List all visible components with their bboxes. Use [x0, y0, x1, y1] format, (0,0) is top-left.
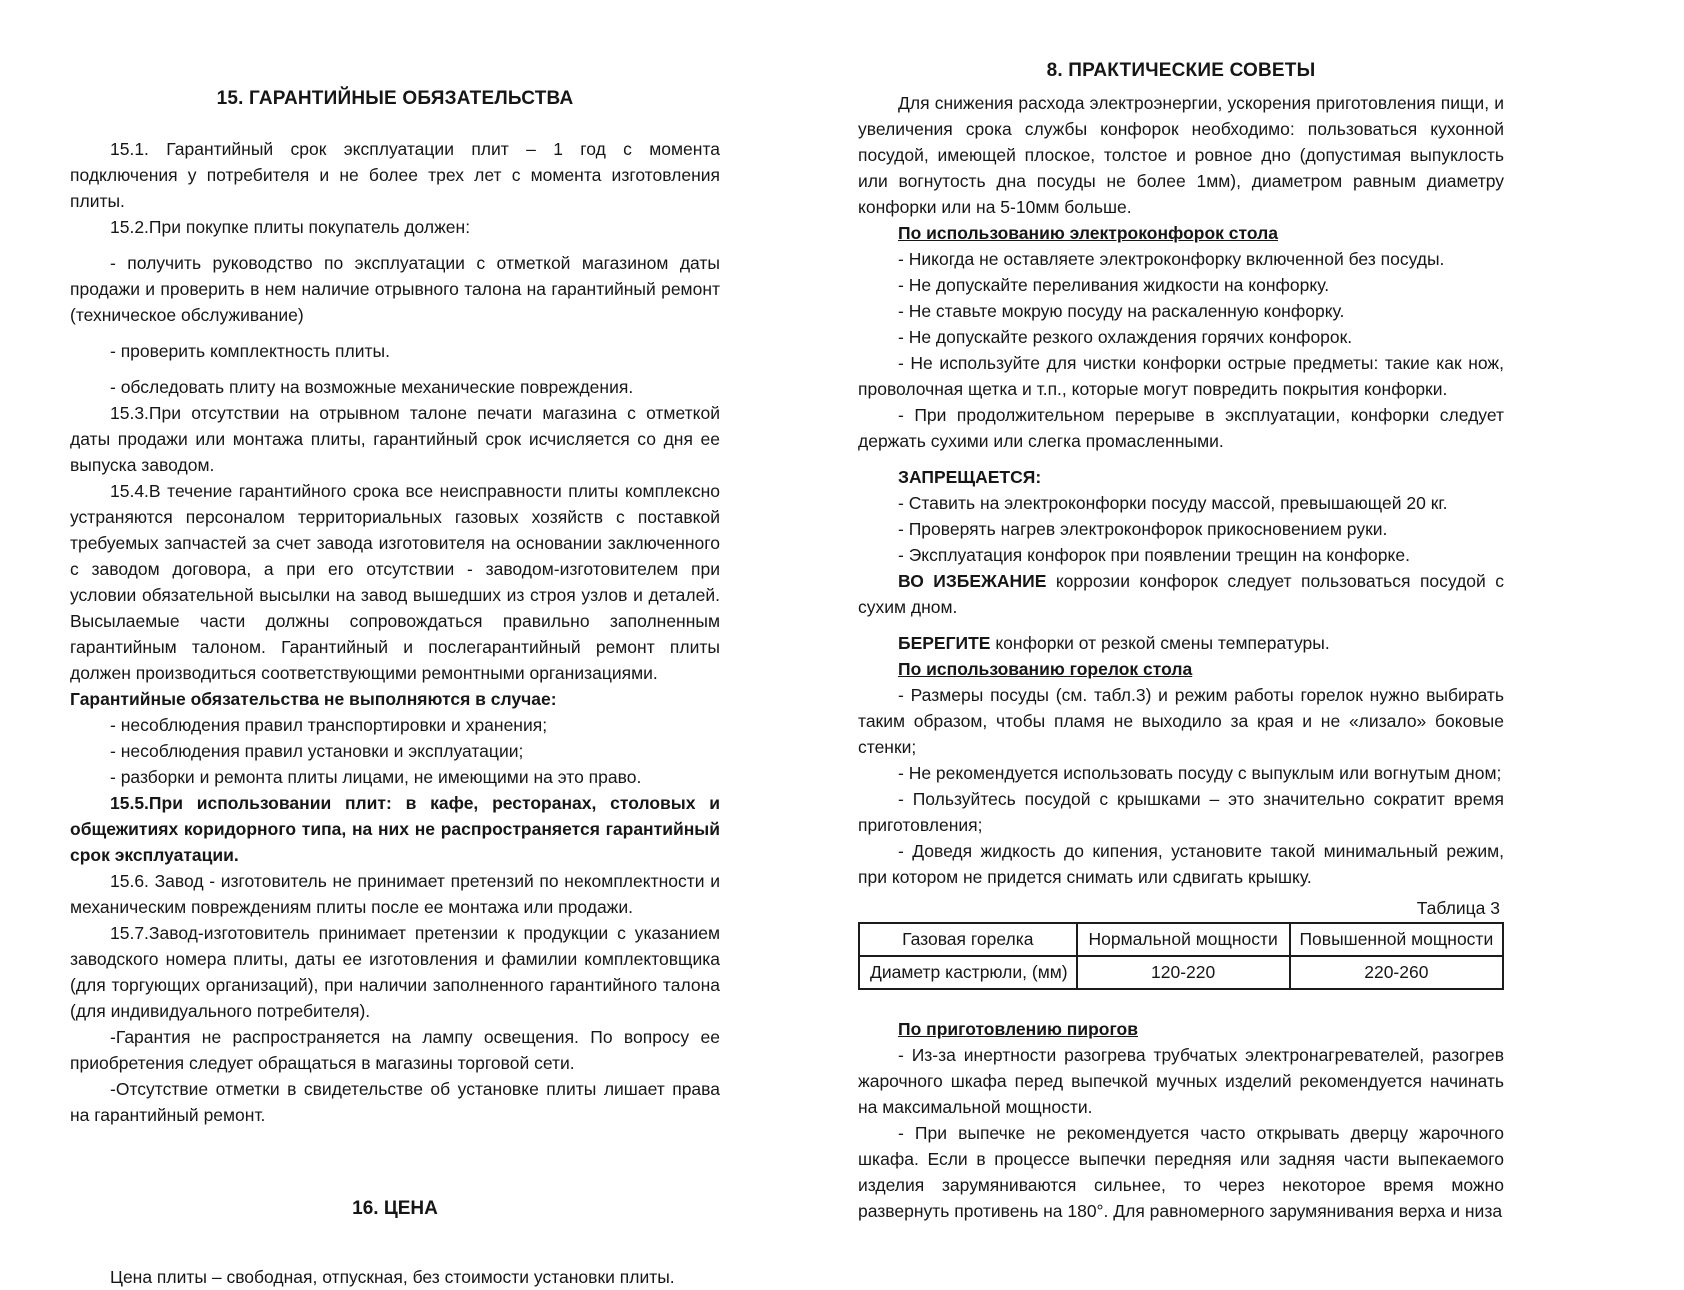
- burner-size-table: [858, 922, 1504, 990]
- paragraph: - Эксплуатация конфорок при появлении трещин на конфорке.: [898, 545, 1410, 565]
- paragraph: - Ставить на электроконфорки посуду массой, превышающей 20 кг.: [898, 493, 1448, 513]
- tips-paragraphs: [858, 90, 1504, 890]
- paragraph: По использованию горелок стола: [898, 659, 1193, 679]
- paragraph: - Не используйте для чистки конфорки острые предметы: такие как нож, проволочная щетка и т.п., которые могут повредить покрытия конфорки.: [858, 353, 1504, 399]
- cell-normal-power-value: 120-220: [1077, 956, 1290, 989]
- paragraph: - При продолжительном перерыве в эксплуатации, конфорки следует держать сухими или слегка промасленными.: [858, 405, 1504, 451]
- paragraph: - Проверять нагрев электроконфорок прикосновением руки.: [898, 519, 1388, 539]
- paragraph: -Отсутствие отметки в свидетельстве об установке плиты лишает права на гарантийный ремонт.: [70, 1079, 720, 1125]
- paragraph: - несоблюдения правил установки и эксплуатации;: [110, 741, 524, 761]
- table-caption: Таблица 3: [1416, 898, 1500, 918]
- paragraph: 15.1. Гарантийный срок эксплуатации плит – 1 год с момента подключения у потребителя и не более трех лет с момента изготовления плиты.: [70, 139, 720, 211]
- warranty-paragraphs: [70, 136, 720, 1128]
- paragraph: По использованию электроконфорок стола: [898, 223, 1278, 243]
- paragraph: - Доведя жидкость до кипения, установите такой минимальный режим, при котором не придется снимать или сдвигать крышку.: [858, 841, 1504, 887]
- paragraph: Для снижения расхода электроэнергии, ускорения приготовления пищи, и увеличения срока службы конфорок необходимо: пользоваться кухонной посудой, имеющей плоское, толстое и ровное дно (допустимая выпуклость или вогнутость дна посуды не более 1мм), диаметром равным диаметру конфорки или на 5-10мм больше.: [858, 93, 1504, 217]
- paragraph: - Никогда не оставляете электроконфорку включенной без посуды.: [898, 249, 1445, 269]
- section-title-price: 16. ЦЕНА: [352, 1198, 438, 1219]
- table-body: [859, 956, 1503, 989]
- paragraph: Гарантийные обязательства не выполняются в случае:: [70, 689, 557, 709]
- table-head: [859, 923, 1503, 956]
- paragraph: - При выпечке не рекомендуется часто открывать дверцу жарочного шкафа. Если в процессе выпечки передняя или задняя части выпекаемого изделия зарумяниваются сильнее, то через некоторое время можно развернуть противень на 180°. Для равномерного зарумянивания верха и низа: [858, 1123, 1504, 1221]
- paragraph: - Из-за инертности разогрева трубчатых электронагревателей, разогрев жарочного шкафа перед выпечкой мучных изделий рекомендуется начинать на максимальной мощности.: [858, 1045, 1504, 1117]
- paragraph: - Пользуйтесь посудой с крышками – это значительно сократит время приготовления;: [858, 789, 1504, 835]
- cell-high-power-value: 220-260: [1290, 956, 1503, 989]
- right-page: [858, 60, 1504, 1224]
- paragraph: 15.4.В течение гарантийного срока все неисправности плиты комплексно устраняются персоналом территориальных газовых хозяйств с поставкой требуемых запчастей за счет завода изготовителя на основании заключенного с заводом договора, а при его отсутствии - заводом-изготовителем при условии обязательной высылки на завод вышедших из строя узлов и деталей. Высылаемые части должны сопровождаться правильно заполненным гарантийным талоном. Гарантийный и послегарантийный ремонт плиты должен производиться соответствующими ремонтными организациями.: [70, 481, 720, 683]
- paragraph: - Не допускайте переливания жидкости на конфорку.: [898, 275, 1330, 295]
- table-row: [859, 956, 1503, 989]
- paragraph: - Не ставьте мокрую посуду на раскаленную конфорку.: [898, 301, 1345, 321]
- paragraph: - Не рекомендуется использовать посуду с выпуклым или вогнутым дном;: [898, 763, 1502, 783]
- paragraph: ВО ИЗБЕЖАНИЕ коррозии конфорок следует пользоваться посудой с сухим дном.: [858, 571, 1504, 617]
- paragraph: - Не допускайте резкого охлаждения горячих конфорок.: [898, 327, 1353, 347]
- paragraph: 15.2.При покупке плиты покупатель должен:: [110, 217, 471, 237]
- left-page: [70, 88, 720, 1290]
- paragraph: 15.5.При использовании плит: в кафе, ресторанах, столовых и общежитиях коридорного типа, на них не распространяется гарантийный срок эксплуатации.: [70, 793, 720, 865]
- paragraph: - получить руководство по эксплуатации с отметкой магазином даты продажи и проверить в нем наличие отрывного талона на гарантийный ремонт (техническое обслуживание): [70, 253, 720, 325]
- table-header-high-power: Повышенной мощности: [1290, 923, 1503, 956]
- paragraph: ЗАПРЕЩАЕТСЯ:: [898, 467, 1042, 487]
- paragraph: - обследовать плиту на возможные механические повреждения.: [110, 377, 634, 397]
- bold-lead: ВО ИЗБЕЖАНИЕ: [898, 571, 1056, 591]
- section-title-tips: 8. ПРАКТИЧЕСКИЕ СОВЕТЫ: [1046, 60, 1316, 81]
- paragraph: - проверить комплектность плиты.: [110, 341, 390, 361]
- section-title-warranty: 15. ГАРАНТИЙНЫЕ ОБЯЗАТЕЛЬСТВА: [216, 88, 574, 109]
- paragraph: - Размеры посуды (см. табл.3) и режим работы горелок нужно выбирать таким образом, чтобы пламя не выходило за края и не «лизало» боковые стенки;: [858, 685, 1504, 757]
- bold-lead: БЕРЕГИТЕ: [898, 633, 996, 653]
- paragraph: - несоблюдения правил транспортировки и хранения;: [110, 715, 548, 735]
- paragraph: - разборки и ремонта плиты лицами, не имеющими на это право.: [110, 767, 642, 787]
- paragraph: 15.6. Завод - изготовитель не принимает претензий по некомплектности и механическим повреждениям плиты после ее монтажа или продажи.: [70, 871, 720, 917]
- paragraph: БЕРЕГИТЕ конфорки от резкой смены температуры.: [898, 633, 1330, 653]
- paragraph: -Гарантия не распространяется на лампу освещения. По вопросу ее приобретения следует обращаться в магазины торговой сети.: [70, 1027, 720, 1073]
- baking-paragraphs: [858, 1016, 1504, 1224]
- cell-pan-diameter-label: Диаметр кастрюли, (мм): [859, 956, 1077, 989]
- paragraph: По приготовлению пирогов: [898, 1019, 1138, 1039]
- paragraph: 15.7.Завод-изготовитель принимает претензии к продукции с указанием заводского номера плиты, даты ее изготовления и фамилии комплектовщика (для торгующих организаций), при наличии заполненного гарантийного талона (для индивидуального потребителя).: [70, 923, 720, 1021]
- price-paragraph: Цена плиты – свободная, отпускная, без стоимости установки плиты.: [110, 1267, 675, 1287]
- table-header-normal-power: Нормальной мощности: [1077, 923, 1290, 956]
- paragraph: 15.3.При отсутствии на отрывном талоне печати магазина с отметкой даты продажи или монтажа плиты, гарантийный срок исчисляется со дня ее выпуска заводом.: [70, 403, 720, 475]
- table-header-burner: Газовая горелка: [859, 923, 1077, 956]
- table-header-row: [859, 923, 1503, 956]
